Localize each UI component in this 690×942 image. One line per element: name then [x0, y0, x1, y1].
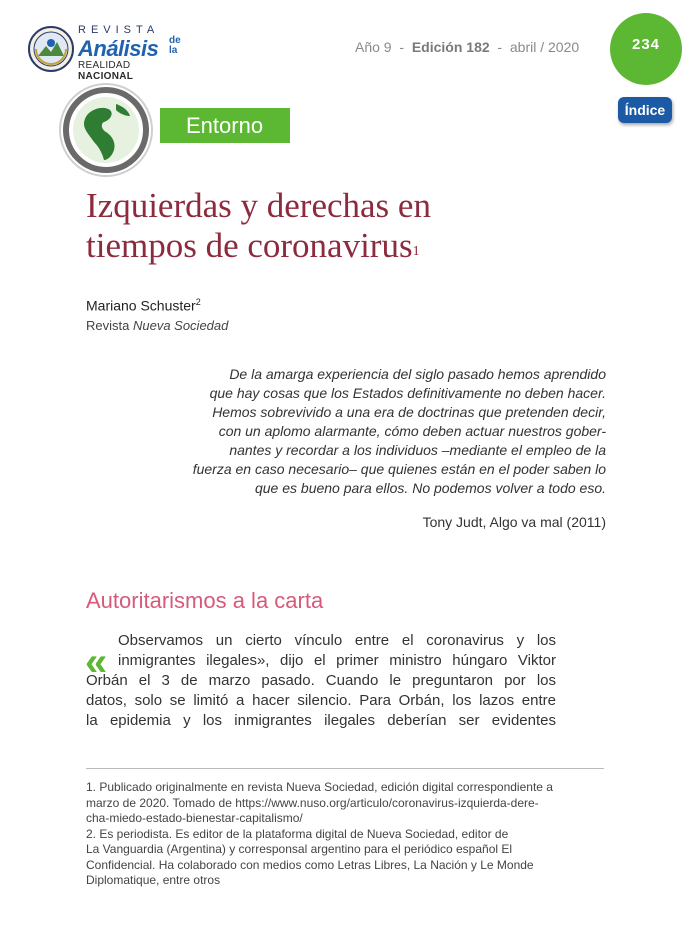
footnote-line: Diplomatique, entre otros — [86, 873, 221, 887]
epigraph-line: con un aplomo alarmante, cómo deben actuar nuestros gober- — [218, 423, 606, 439]
epigraph — [170, 365, 606, 498]
opening-quote-icon: « — [85, 640, 108, 684]
author-name: Mariano Schuster — [86, 297, 196, 314]
body-line: inmigrantes ilegales», dijo el primer ministro húngaro Viktor — [118, 652, 556, 669]
logo-realidad-word: REALIDAD — [78, 60, 131, 71]
section-banner: Entorno — [160, 108, 290, 143]
epigraph-line: De la amarga experiencia del siglo pasado hemos aprendido — [229, 366, 606, 382]
footnote-line: 1. Publicado originalmente en revista Nueva Sociedad, edición digital correspondiente a — [86, 780, 553, 794]
affiliation-prefix: Revista — [86, 318, 133, 333]
logo-analisis-text: Análisis — [78, 36, 159, 61]
title-line: Izquierdas y derechas en — [86, 186, 431, 225]
body-line: la epidemia y los inmigrantes ilegales deberían ser evidentes — [86, 712, 556, 729]
issue-edition: Edición 182 — [411, 39, 490, 55]
epigraph-line: nantes y recordar a los individuos –mediante el empleo de la — [229, 442, 606, 458]
footnote-divider — [86, 768, 604, 769]
footnote-line: marzo de 2020. Tomado de https://www.nuso.org/articulo/coronavirus-izquierda-dere- — [86, 795, 539, 810]
logo-realidad-text — [78, 60, 188, 82]
title-footnote-ref[interactable]: 1 — [412, 244, 420, 259]
issue-separator: - — [399, 39, 405, 55]
footnote-line: La Vanguardia (Argentina) y corresponsal argentino para el periódico español El — [86, 842, 513, 856]
issue-date: abril / 2020 — [509, 39, 580, 55]
logo-dela-text: de la — [169, 35, 181, 56]
affiliation-name: Nueva Sociedad — [132, 318, 229, 333]
globe-icon — [58, 82, 154, 178]
article-title — [86, 186, 646, 266]
article-body — [86, 631, 556, 731]
footnote-line: 2. Es periodista. Es editor de la plataforma digital de Nueva Sociedad, editor de — [86, 826, 509, 841]
footnote-line: cha-miedo-estado-bienestar-capitalismo/ — [86, 811, 303, 825]
body-line: Observamos un cierto vínculo entre el coronavirus y los — [118, 632, 556, 649]
author-footnote-ref[interactable]: 2 — [195, 297, 201, 307]
title-line — [86, 226, 646, 266]
logo-nacional-word: NACIONAL — [78, 71, 134, 82]
author-affiliation — [86, 318, 228, 333]
epigraph-attribution: Tony Judt, Algo va mal (2011) — [422, 514, 606, 530]
index-button[interactable]: Índice — [618, 97, 672, 123]
guatemala-seal-icon — [28, 26, 74, 72]
epigraph-line: que hay cosas que los Estados definitivamente no deben hacer. — [209, 385, 606, 401]
epigraph-line: que es bueno para ellos. No podemos volver a todo eso. — [254, 480, 606, 496]
epigraph-line: Hemos sobrevivido a una era de doctrinas que pretenden decir, — [212, 404, 606, 420]
body-line: datos, solo se limitó a hacer silencio. Para Orbán, los lazos entre — [86, 692, 556, 709]
logo-revista-text: REVISTA — [78, 24, 160, 36]
title-line-text: tiempos de coronavirus — [86, 226, 413, 265]
magazine-logo — [28, 22, 188, 82]
footnotes — [86, 780, 604, 889]
footnote-line: Confidencial. Ha colaborado con medios como Letras Libres, La Nación y Le Monde — [86, 857, 534, 872]
body-line: Orbán el 3 de marzo pasado. Cuando le preguntaron por los — [86, 672, 556, 689]
article-author — [86, 297, 201, 314]
section-subheading: Autoritarismos a la carta — [86, 588, 324, 613]
epigraph-line: fuerza en caso necesario– que quienes están en el poder saben lo — [192, 461, 606, 477]
issue-info — [355, 39, 579, 55]
issue-separator: - — [497, 39, 503, 55]
page-number-badge: 234 — [610, 13, 682, 85]
issue-year: Año 9 — [355, 39, 392, 55]
